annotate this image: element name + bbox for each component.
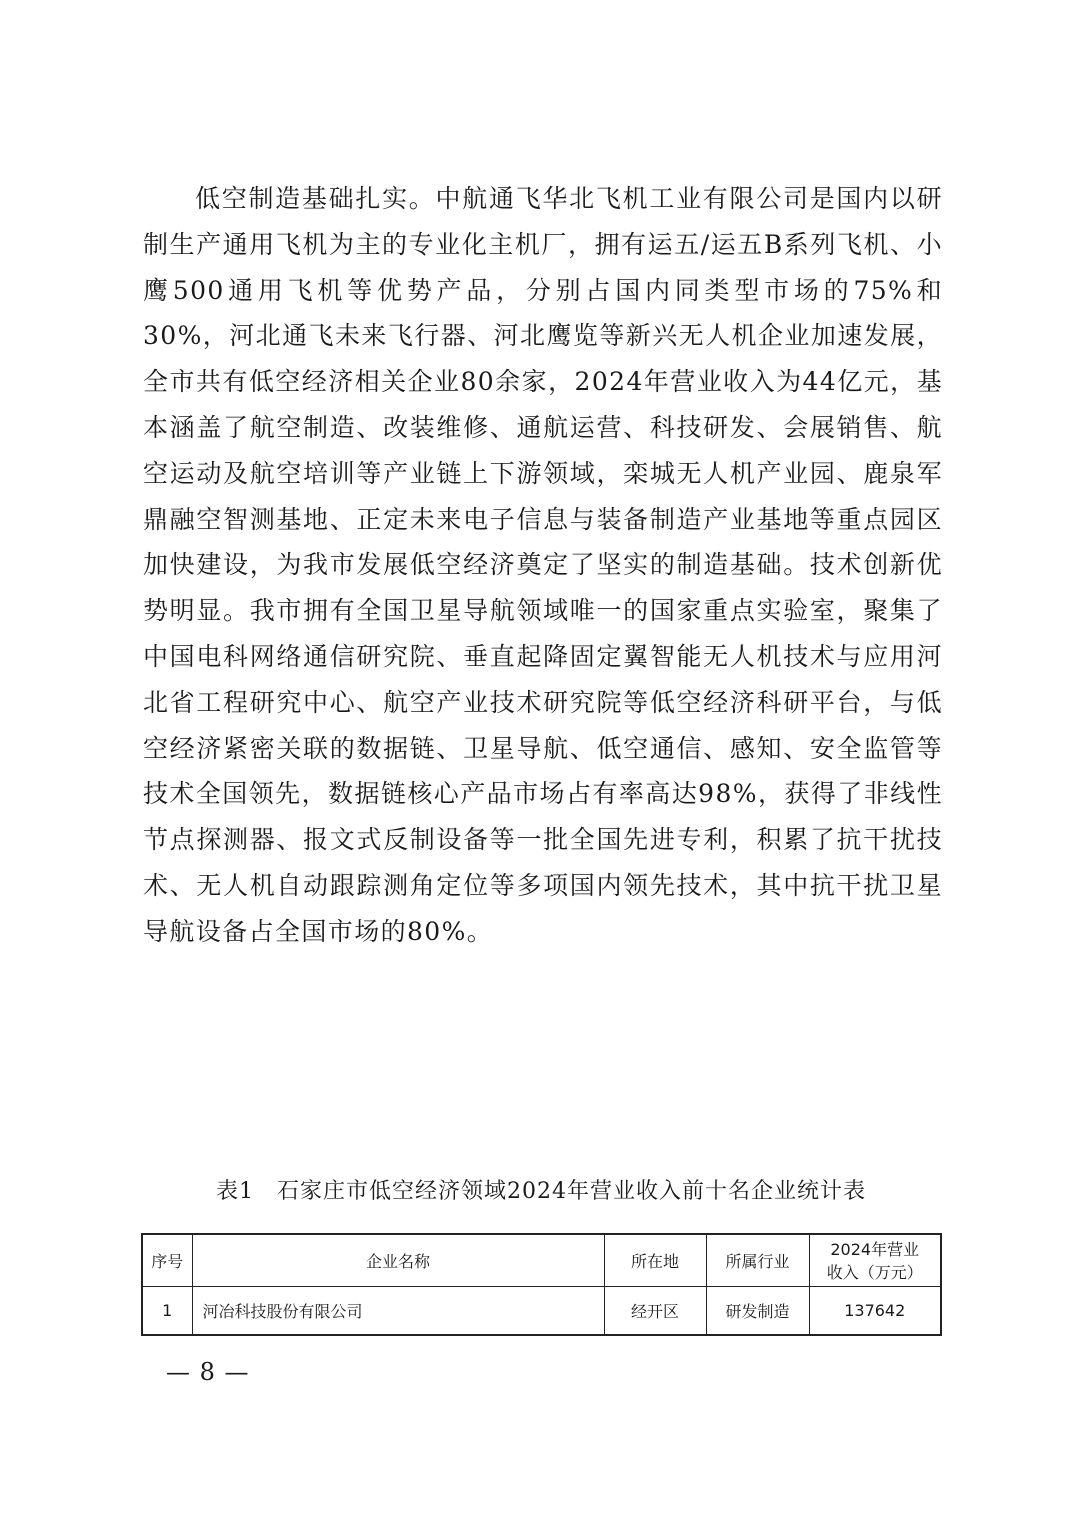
body-text	[143, 176, 943, 955]
cell-index: 1	[142, 1286, 192, 1335]
header-location: 所在地	[604, 1234, 706, 1286]
enterprise-revenue-table	[141, 1233, 942, 1336]
cell-company: 河冶科技股份有限公司	[192, 1286, 604, 1335]
table-caption: 表1 石家庄市低空经济领域2024年营业收入前十名企业统计表	[216, 1179, 866, 1204]
page-number: — 8 —	[166, 1358, 250, 1386]
header-revenue-line2: 收入（万元）	[826, 1263, 923, 1283]
header-revenue	[809, 1234, 941, 1286]
header-company: 企业名称	[192, 1234, 604, 1286]
header-index: 序号	[142, 1234, 192, 1286]
header-industry: 所属行业	[706, 1234, 809, 1286]
cell-industry: 研发制造	[706, 1286, 809, 1335]
header-revenue-line1: 2024年营业	[830, 1240, 920, 1260]
body-paragraph: 低空制造基础扎实。中航通飞华北飞机工业有限公司是国内以研制生产通用飞机为主的专业化主机厂，拥有运五/运五B系列飞机、小鹰500通用飞机等优势产品，分别占国内同类型市场的75%和30%，河北通飞未来飞行器、河北鹰览等新兴无人机企业加速发展，全市共有低空经济相关企业80余家，2024年营业收入为44亿元，基本涵盖了航空制造、改装维修、通航运营、科技研发、会展销售、航空运动及航空培训等产业链上下游领域，栾城无人机产业园、鹿泉军鼎融空智测基地、正定未来电子信息与装备制造产业基地等重点园区加快建设，为我市发展低空经济奠定了坚实的制造基础。技术创新优势明显。我市拥有全国卫星导航领域唯一的国家重点实验室，聚集了中国电科网络通信研究院、垂直起降固定翼智能无人机技术与应用河北省工程研究中心、航空产业技术研究院等低空经济科研平台，与低空经济紧密关联的数据链、卫星导航、低空通信、感知、安全监管等技术全国领先，数据链核心产品市场占有率高达98%，获得了非线性节点探测器、报文式反制设备等一批全国先进专利，积累了抗干扰技术、无人机自动跟踪测角定位等多项国内领先技术，其中抗干扰卫星导航设备占全国市场的80%。	[143, 184, 943, 946]
cell-location: 经开区	[604, 1286, 706, 1335]
table-header-row	[142, 1234, 941, 1286]
cell-revenue: 137642	[809, 1286, 941, 1335]
table-row	[142, 1286, 941, 1335]
